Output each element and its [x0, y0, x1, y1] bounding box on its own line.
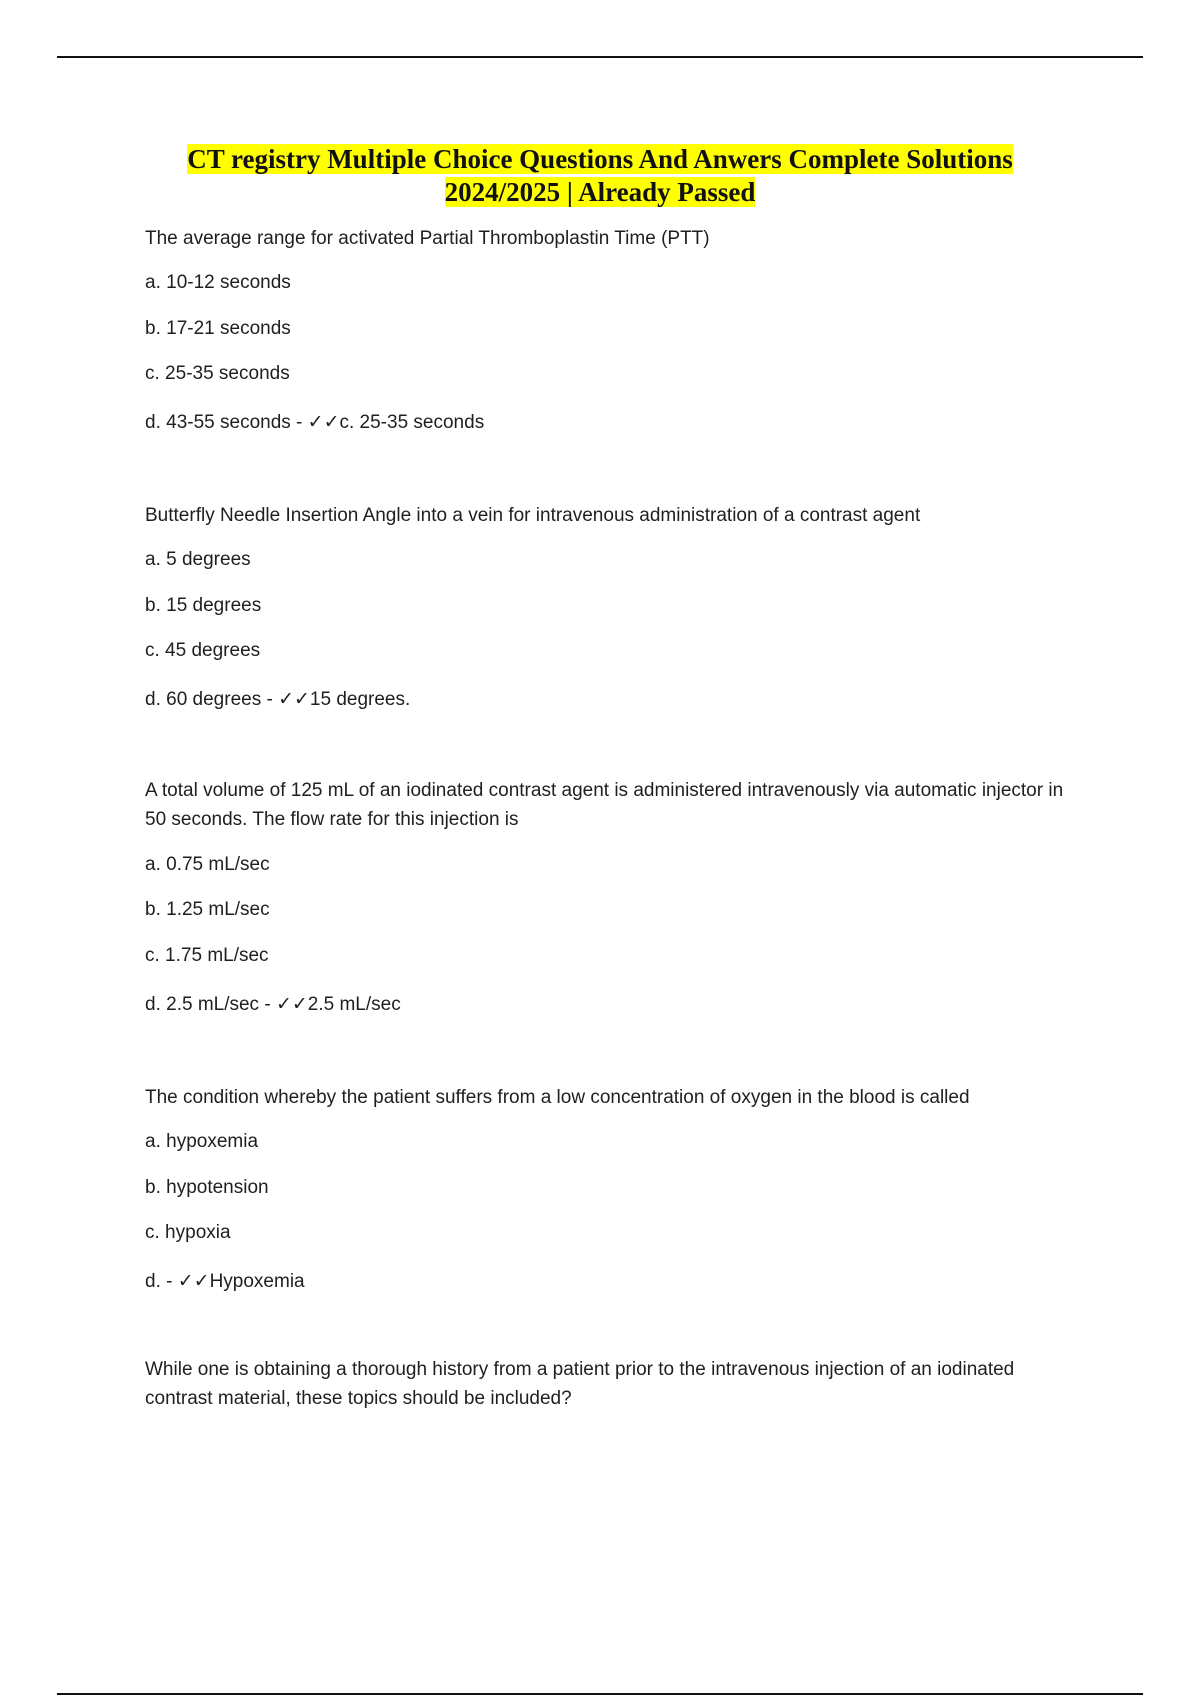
header-rule: [57, 56, 1143, 58]
title-line-2: 2024/2025 | Already Passed: [444, 177, 756, 207]
answer-option-with-solution: d. 2.5 mL/sec - ✓✓2.5 mL/sec: [145, 994, 401, 1015]
answer-option: b. 15 degrees: [145, 595, 262, 616]
title-line-1: CT registry Multiple Choice Questions And Anwers Complete Solutions: [187, 144, 1013, 174]
question-text: While one is obtaining a thorough history from a patient prior to the intravenous injection of an iodinated contrast material, these topics should be included?: [145, 1359, 1015, 1409]
answer-option: b. 17-21 seconds: [145, 318, 291, 339]
answer-option-with-solution: d. - ✓✓Hypoxemia: [145, 1271, 305, 1292]
answer-option: a. 0.75 mL/sec: [145, 854, 270, 875]
answer-option: c. 25-35 seconds: [145, 363, 290, 384]
question-text: The average range for activated Partial Thromboplastin Time (PTT): [145, 228, 710, 249]
answer-option: c. 45 degrees: [145, 640, 261, 661]
answer-option: b. 1.25 mL/sec: [145, 899, 270, 920]
document-title: [0, 143, 1200, 209]
answer-option-with-solution: d. 60 degrees - ✓✓15 degrees.: [145, 689, 411, 710]
answer-option: c. hypoxia: [145, 1222, 231, 1243]
question-text: Butterfly Needle Insertion Angle into a vein for intravenous administration of a contrast agent: [145, 505, 921, 526]
answer-option: c. 1.75 mL/sec: [145, 945, 269, 966]
question-text: A total volume of 125 mL of an iodinated contrast agent is administered intravenously via automatic injector in 50 seconds. The flow rate for this injection is: [145, 780, 1064, 830]
footer-rule: [57, 1693, 1143, 1695]
answer-option: a. hypoxemia: [145, 1131, 259, 1152]
answer-option: a. 5 degrees: [145, 549, 251, 570]
answer-option-with-solution: d. 43-55 seconds - ✓✓c. 25-35 seconds: [145, 412, 485, 433]
question-text: The condition whereby the patient suffers from a low concentration of oxygen in the blood is called: [145, 1087, 970, 1108]
answer-option: b. hypotension: [145, 1177, 269, 1198]
answer-option: a. 10-12 seconds: [145, 272, 291, 293]
